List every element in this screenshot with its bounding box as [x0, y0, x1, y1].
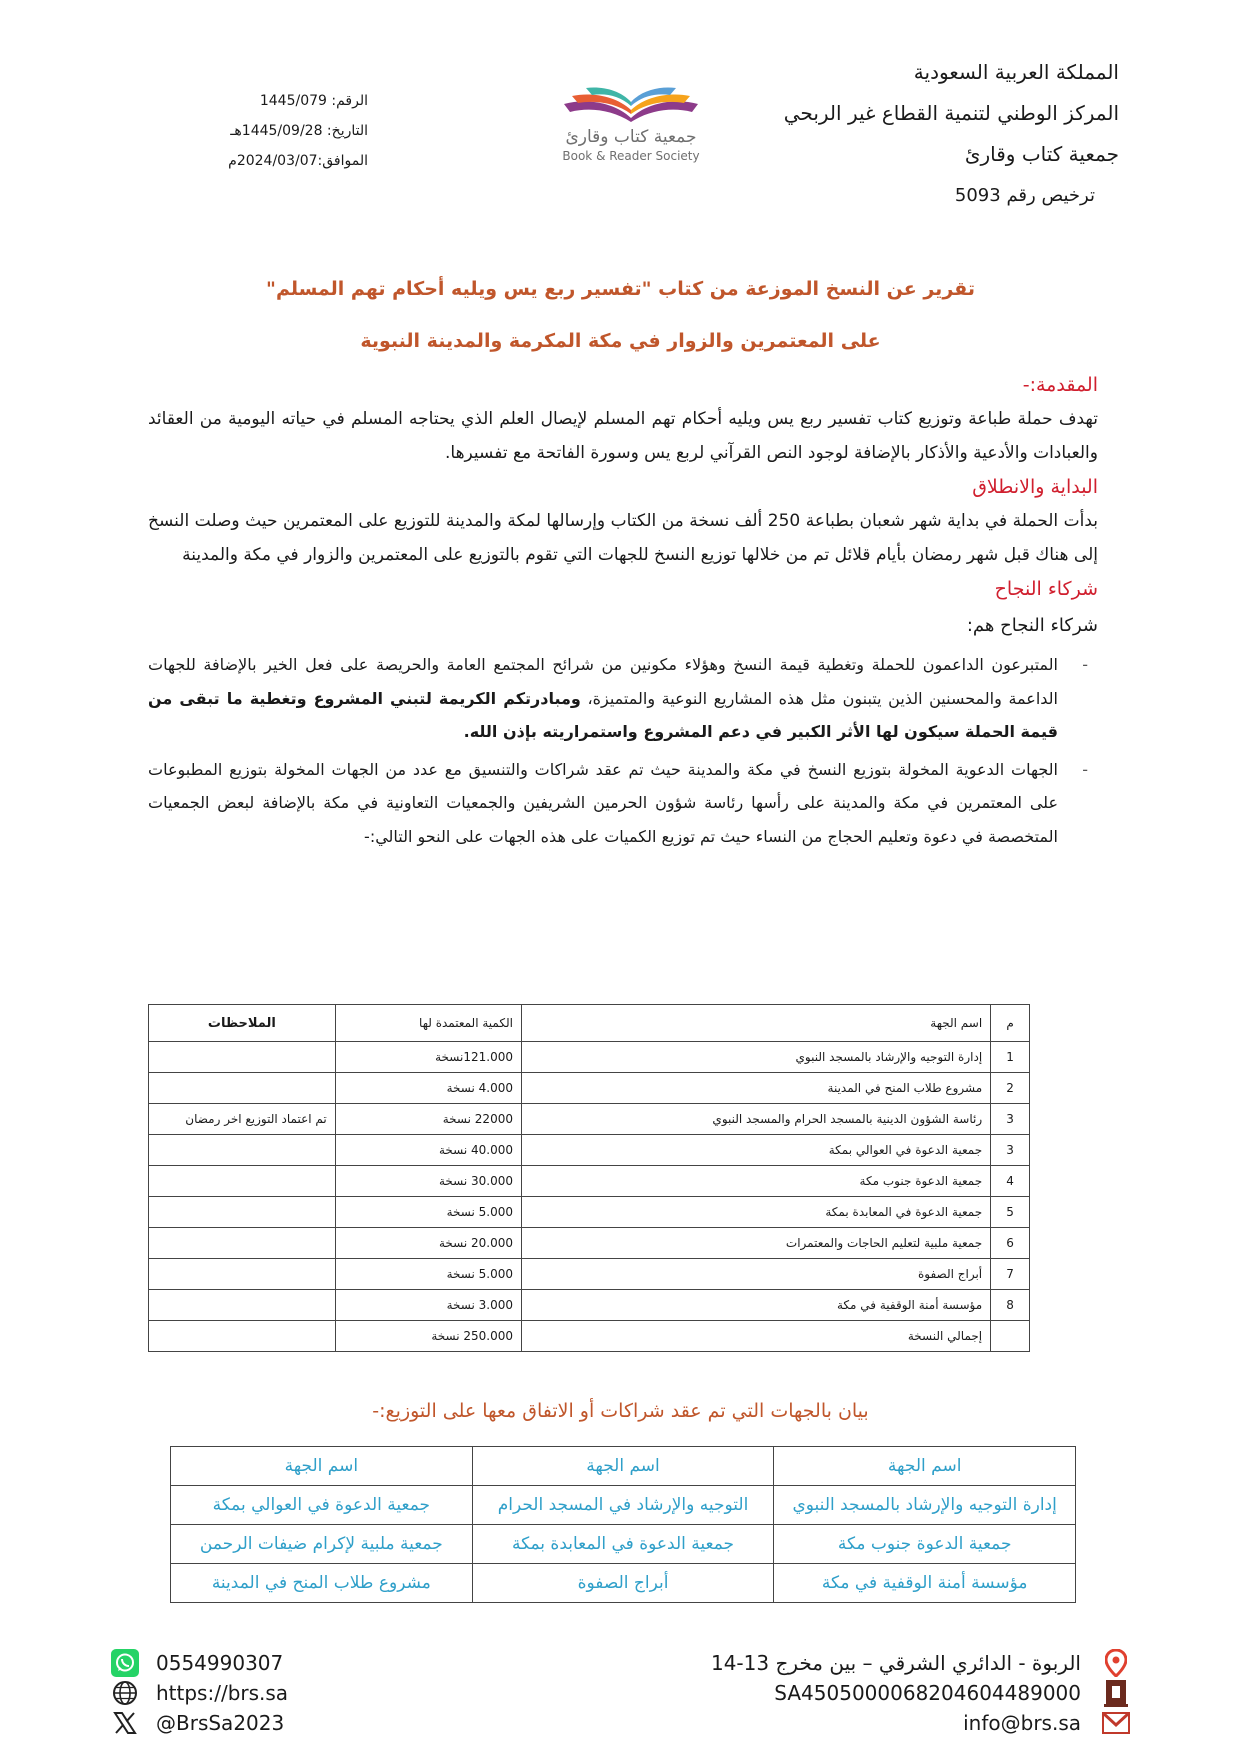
- distribution-table-body: [149, 1042, 1030, 1352]
- row-entity: جمعية الدعوة جنوب مكة: [521, 1166, 990, 1197]
- row-notes: [149, 1073, 336, 1104]
- table-row: [171, 1525, 1076, 1564]
- row-quantity: 40.000 نسخة: [335, 1135, 521, 1166]
- table-row: [171, 1486, 1076, 1525]
- donors-bold-text: ومبادرتكم الكريمة لتبني المشروع وتغطية ما تبقى من قيمة الحملة سيكون لها الأثر الكبير في دعم المشروع واستمراريته بإذن الله.: [148, 688, 1058, 741]
- header-line-center: المركز الوطني لتنمية القطاع غير الربحي: [783, 101, 1119, 125]
- row-num: [991, 1321, 1030, 1352]
- row-quantity: 250.000 نسخة: [335, 1321, 521, 1352]
- footer-address-row: [651, 1648, 1131, 1678]
- table-row: [149, 1135, 1030, 1166]
- reference-number: الرقم: 1445/079: [259, 93, 368, 109]
- row-quantity: 5.000 نسخة: [335, 1259, 521, 1290]
- header-entity: اسم الجهة: [521, 1005, 990, 1042]
- row-entity: مؤسسة أمنة الوقفية في مكة: [521, 1290, 990, 1321]
- partners-item-donors: [148, 648, 1058, 749]
- row-entity: جمعية ملبية لتعليم الحاجات والمعتمرات: [521, 1228, 990, 1259]
- row-quantity: 5.000 نسخة: [335, 1197, 521, 1228]
- mail-icon: [1101, 1708, 1131, 1738]
- row-quantity: 30.000 نسخة: [335, 1166, 521, 1197]
- report-body: [148, 368, 1098, 857]
- license-number: ترخيص رقم 5093: [954, 185, 1095, 206]
- partners-header-1: اسم الجهة: [774, 1447, 1076, 1486]
- x-handle-link[interactable]: @BrsSa2023: [156, 1711, 285, 1735]
- row-notes: [149, 1042, 336, 1073]
- partner-entity-cell: أبراج الصفوة: [472, 1564, 774, 1603]
- phone-number[interactable]: 0554990307: [156, 1651, 284, 1675]
- whatsapp-icon: [110, 1648, 140, 1678]
- partners-table: [170, 1446, 1076, 1603]
- gregorian-date: الموافق:2024/03/07م: [228, 153, 368, 169]
- row-num: 2: [991, 1073, 1030, 1104]
- report-subtitle: على المعتمرين والزوار في مكة المكرمة والمدينة النبوية: [360, 330, 881, 352]
- iban-text: SA4505000068204604489000: [774, 1681, 1081, 1705]
- partners-item-entities: - الجهات الدعوية المخولة بتوزيع النسخ في مكة والمدينة حيث تم عقد شراكات والتنسيق مع عدد من الجهات المخولة بتوزيع المطبوعات على المعتمرين في مكة والمدينة على رأسها رئاسة شؤون الحرمين الشريفين والجمعيات التعاونية في مكة بالإضافة لبعض الجمعيات المتخصصة في دعوة وتعليم الحجاج من النساء حيث تم توزيع الكميات على هذه الجهات على النحو التالي:-: [148, 753, 1058, 854]
- row-num: 3: [991, 1135, 1030, 1166]
- partners-table-body: [171, 1486, 1076, 1603]
- footer-email-row: [651, 1708, 1131, 1738]
- header-line-society: جمعية كتاب وقارئ: [964, 142, 1119, 166]
- header-notes: الملاحظات: [149, 1005, 336, 1042]
- row-num: 3: [991, 1104, 1030, 1135]
- row-notes: [149, 1321, 336, 1352]
- partner-entity-cell: مؤسسة أمنة الوقفية في مكة: [774, 1564, 1076, 1603]
- row-notes: [149, 1135, 336, 1166]
- row-quantity: 121.000نسخة: [335, 1042, 521, 1073]
- row-entity: جمعية الدعوة في المعابدة بمكة: [521, 1197, 990, 1228]
- row-num: 4: [991, 1166, 1030, 1197]
- logo-arabic-name: جمعية كتاب وقارئ: [565, 127, 697, 147]
- row-num: 1: [991, 1042, 1030, 1073]
- partners-list: [148, 648, 1098, 853]
- partner-entity-cell: جمعية الدعوة في العوالي بمكة: [171, 1486, 473, 1525]
- table-row: [171, 1564, 1076, 1603]
- row-entity: أبراج الصفوة: [521, 1259, 990, 1290]
- row-num: 8: [991, 1290, 1030, 1321]
- partners-heading: شركاء النجاح: [994, 578, 1098, 600]
- donors-text: المتبرعون الداعمون للحملة وتغطية قيمة النسخ وهؤلاء مكونين من شرائح المجتمع العامة والحريصة على فعل الخير بالإضافة للجهات الداعمة والمحسنين الذين يتبنون مثل هذه المشاريع النوعية والمتميزة،: [148, 655, 1058, 708]
- start-heading: البداية والانطلاق: [972, 476, 1098, 498]
- row-notes: [149, 1259, 336, 1290]
- table-row: [149, 1290, 1030, 1321]
- x-icon: [110, 1708, 140, 1738]
- row-entity: إدارة التوجيه والإرشاد بالمسجد النبوي: [521, 1042, 990, 1073]
- row-notes: [149, 1290, 336, 1321]
- partner-entity-cell: مشروع طلاب المنح في المدينة: [171, 1564, 473, 1603]
- partners-header-2: اسم الجهة: [472, 1447, 774, 1486]
- partners-table-title: بيان بالجهات التي تم عقد شراكات أو الاتفاق معها على التوزيع:-: [372, 1400, 869, 1422]
- email-link[interactable]: info@brs.sa: [963, 1711, 1081, 1735]
- intro-text: تهدف حملة طباعة وتوزيع كتاب تفسير ربع يس ويليه أحكام تهم المسلم لإيصال العلم الذي يحتاجه المسلم في حياته اليومية من العقائد والعبادات والأدعية والأذكار بالإضافة لوجود النص القرآني لربع يس وسورة الفاتحة مع تفسيرها.: [148, 409, 1098, 463]
- row-quantity: 3.000 نسخة: [335, 1290, 521, 1321]
- table-row: [149, 1166, 1030, 1197]
- row-notes: [149, 1228, 336, 1259]
- globe-icon: [110, 1678, 140, 1708]
- logo-english-name: Book & Reader Society: [562, 149, 700, 163]
- header-quantity: الكمية المعتمدة لها: [335, 1005, 521, 1042]
- partner-entity-cell: جمعية ملبية لإكرام ضيفات الرحمن: [171, 1525, 473, 1564]
- footer-x-row: [110, 1708, 410, 1738]
- address-text: الربوة - الدائري الشرقي – بين مخرج 13-14: [710, 1651, 1081, 1675]
- row-num: 7: [991, 1259, 1030, 1290]
- partner-entity-cell: جمعية الدعوة في المعابدة بمكة: [472, 1525, 774, 1564]
- intro-heading: المقدمة:-: [1022, 374, 1098, 396]
- footer-website-row: [110, 1678, 410, 1708]
- location-icon: [1101, 1648, 1131, 1678]
- row-entity: جمعية الدعوة في العوالي بمكة: [521, 1135, 990, 1166]
- row-num: 6: [991, 1228, 1030, 1259]
- footer-contact-left: [110, 1648, 410, 1738]
- row-notes: [149, 1166, 336, 1197]
- start-text: بدأت الحملة في بداية شهر شعبان بطباعة 250 ألف نسخة من الكتاب وإرسالها لمكة والمدينة للتوزيع على المعتمرين حيث وصلت النسخ إلى هناك قبل شهر رمضان بأيام قلائل تم من خلالها توزيع النسخ للجهات التي تقوم بالتوزيع على المعتمرين والزوار في مكة والمدينة: [148, 511, 1099, 565]
- table-row: [149, 1259, 1030, 1290]
- report-title: تقرير عن النسخ الموزعة من كتاب "تفسير ربع يس ويليه أحكام تهم المسلم": [266, 278, 975, 300]
- row-num: 5: [991, 1197, 1030, 1228]
- footer-contact-right: [651, 1648, 1131, 1738]
- footer-iban-row: [651, 1678, 1131, 1708]
- row-entity: إجمالي النسخة: [521, 1321, 990, 1352]
- bank-icon: [1101, 1678, 1131, 1708]
- footer-phone-row: [110, 1648, 410, 1678]
- row-quantity: 4.000 نسخة: [335, 1073, 521, 1104]
- document-reference: [128, 86, 368, 176]
- partner-entity-cell: التوجيه والإرشاد في المسجد الحرام: [472, 1486, 774, 1525]
- website-link[interactable]: https://brs.sa: [156, 1681, 289, 1705]
- distribution-table: [148, 1004, 1030, 1352]
- table-row: [149, 1042, 1030, 1073]
- partners-header-3: اسم الجهة: [171, 1447, 473, 1486]
- table-row: [149, 1197, 1030, 1228]
- table-header-row: [149, 1005, 1030, 1042]
- row-notes: تم اعتماد التوزيع اخر رمضان: [149, 1104, 336, 1135]
- table-header-row: [171, 1447, 1076, 1486]
- header-num: م: [991, 1005, 1030, 1042]
- header-line-kingdom: المملكة العربية السعودية: [913, 60, 1119, 84]
- partner-entity-cell: جمعية الدعوة جنوب مكة: [774, 1525, 1076, 1564]
- row-notes: [149, 1197, 336, 1228]
- partner-entity-cell: إدارة التوجيه والإرشاد بالمسجد النبوي: [774, 1486, 1076, 1525]
- row-quantity: 20.000 نسخة: [335, 1228, 521, 1259]
- partners-subheading: شركاء النجاح هم:: [966, 615, 1098, 636]
- open-book-logo-icon: [556, 74, 706, 126]
- table-row: [149, 1228, 1030, 1259]
- hijri-date: التاريخ: 1445/09/28هـ: [230, 123, 368, 139]
- society-logo: [546, 74, 716, 184]
- table-row: [149, 1104, 1030, 1135]
- header-organization: [759, 52, 1119, 216]
- row-entity: مشروع طلاب المنح في المدينة: [521, 1073, 990, 1104]
- table-row: [149, 1321, 1030, 1352]
- row-quantity: 22000 نسخة: [335, 1104, 521, 1135]
- row-entity: رئاسة الشؤون الدينية بالمسجد الحرام والمسجد النبوي: [521, 1104, 990, 1135]
- table-row: [149, 1073, 1030, 1104]
